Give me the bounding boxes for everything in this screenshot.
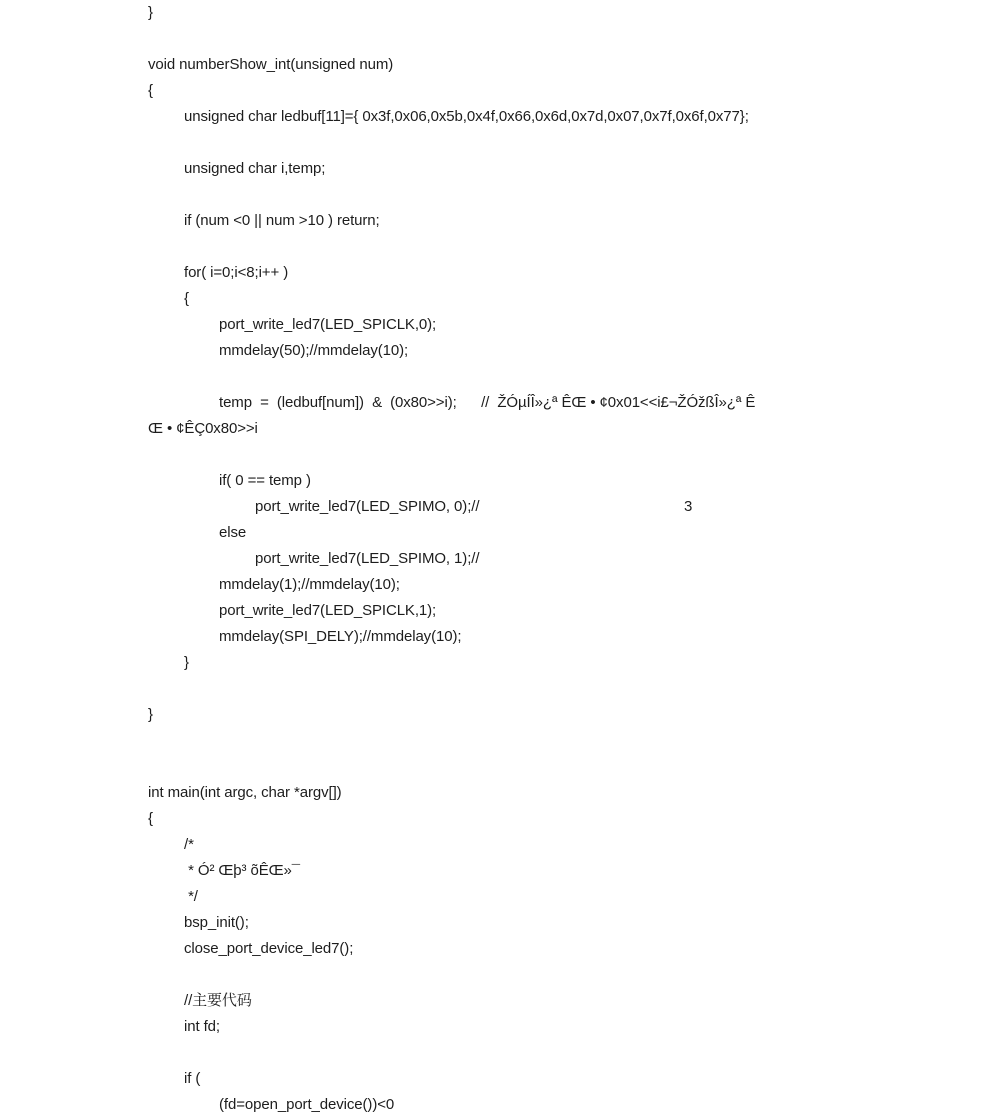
code-line <box>0 468 987 494</box>
code-text: (fd=open_port_device())<0 <box>219 1096 395 1113</box>
blank-line <box>0 754 987 780</box>
code-text: mmdelay(SPI_DELY);//mmdelay(10); <box>219 628 462 645</box>
code-line <box>0 910 987 936</box>
page-number-artifact: 3 <box>684 498 693 515</box>
blank-line <box>0 130 987 156</box>
code-line <box>0 832 987 858</box>
code-text: } <box>148 706 153 723</box>
code-text: if( 0 == temp ) <box>219 472 311 489</box>
code-line <box>0 572 987 598</box>
code-line <box>0 780 987 806</box>
code-text: port_write_led7(LED_SPICLK,0); <box>219 316 437 333</box>
blank-line <box>0 26 987 52</box>
code-text: */ <box>184 888 198 905</box>
code-text: * Ó² Œþ³ õÊŒ»¯ <box>184 862 300 879</box>
code-line <box>0 286 987 312</box>
code-line <box>0 390 987 416</box>
code-line <box>0 806 987 832</box>
code-line <box>0 624 987 650</box>
code-text: { <box>148 810 153 827</box>
code-text: mmdelay(50);//mmdelay(10); <box>219 342 409 359</box>
blank-line <box>0 728 987 754</box>
code-line <box>0 52 987 78</box>
blank-line <box>0 182 987 208</box>
code-line <box>0 416 987 442</box>
code-line <box>0 858 987 884</box>
code-line <box>0 1014 987 1040</box>
code-line <box>0 156 987 182</box>
blank-line <box>0 962 987 988</box>
code-line <box>0 702 987 728</box>
code-line <box>0 494 987 520</box>
blank-line <box>0 442 987 468</box>
code-text: } <box>184 654 189 671</box>
code-line <box>0 884 987 910</box>
code-text: for( i=0;i<8;i++ ) <box>184 264 289 281</box>
code-text: else <box>219 524 247 541</box>
code-text: close_port_device_led7(); <box>184 940 354 957</box>
code-text: port_write_led7(LED_SPIMO, 0);// <box>255 498 480 515</box>
blank-line <box>0 676 987 702</box>
code-text: unsigned char ledbuf[11]={ 0x3f,0x06,0x5b,0x4f,0x66,0x6d,0x7d,0x07,0x7f,0x6f,0x77}; <box>184 108 749 125</box>
code-text: port_write_led7(LED_SPIMO, 1);// <box>255 550 480 567</box>
code-line <box>0 312 987 338</box>
code-text: /* <box>184 836 194 853</box>
code-line <box>0 0 987 26</box>
code-text: unsigned char i,temp; <box>184 160 326 177</box>
code-text: bsp_init(); <box>184 914 249 931</box>
code-line <box>0 988 987 1014</box>
code-text: temp = (ledbuf[num]) & (0x80>>i); // ŽÓµÍÎ»¿ª ÊŒ • ¢0x01<<i£¬ŽÓžßÎ»¿ª Ê <box>219 394 756 411</box>
code-line <box>0 338 987 364</box>
code-line <box>0 650 987 676</box>
blank-line <box>0 364 987 390</box>
code-line <box>0 1092 987 1118</box>
code-text: { <box>148 82 153 99</box>
code-text: int fd; <box>184 1018 220 1035</box>
code-line <box>0 546 987 572</box>
blank-line <box>0 1040 987 1066</box>
code-line <box>0 598 987 624</box>
code-line <box>0 104 987 130</box>
code-line <box>0 208 987 234</box>
code-text: port_write_led7(LED_SPICLK,1); <box>219 602 437 619</box>
code-text: int main(int argc, char *argv[]) <box>148 784 342 801</box>
code-line <box>0 936 987 962</box>
code-text: } <box>148 4 153 21</box>
code-text: { <box>184 290 189 307</box>
blank-line <box>0 234 987 260</box>
code-text: if (num <0 || num >10 ) return; <box>184 212 380 229</box>
code-text: //主要代码 <box>184 992 252 1009</box>
code-text: mmdelay(1);//mmdelay(10); <box>219 576 400 593</box>
code-line <box>0 520 987 546</box>
code-text: void numberShow_int(unsigned num) <box>148 56 394 73</box>
code-line <box>0 260 987 286</box>
code-line <box>0 78 987 104</box>
code-line <box>0 1066 987 1092</box>
code-text: Œ • ¢ÊÇ0x80>>i <box>148 420 258 437</box>
code-text: if ( <box>184 1070 201 1087</box>
